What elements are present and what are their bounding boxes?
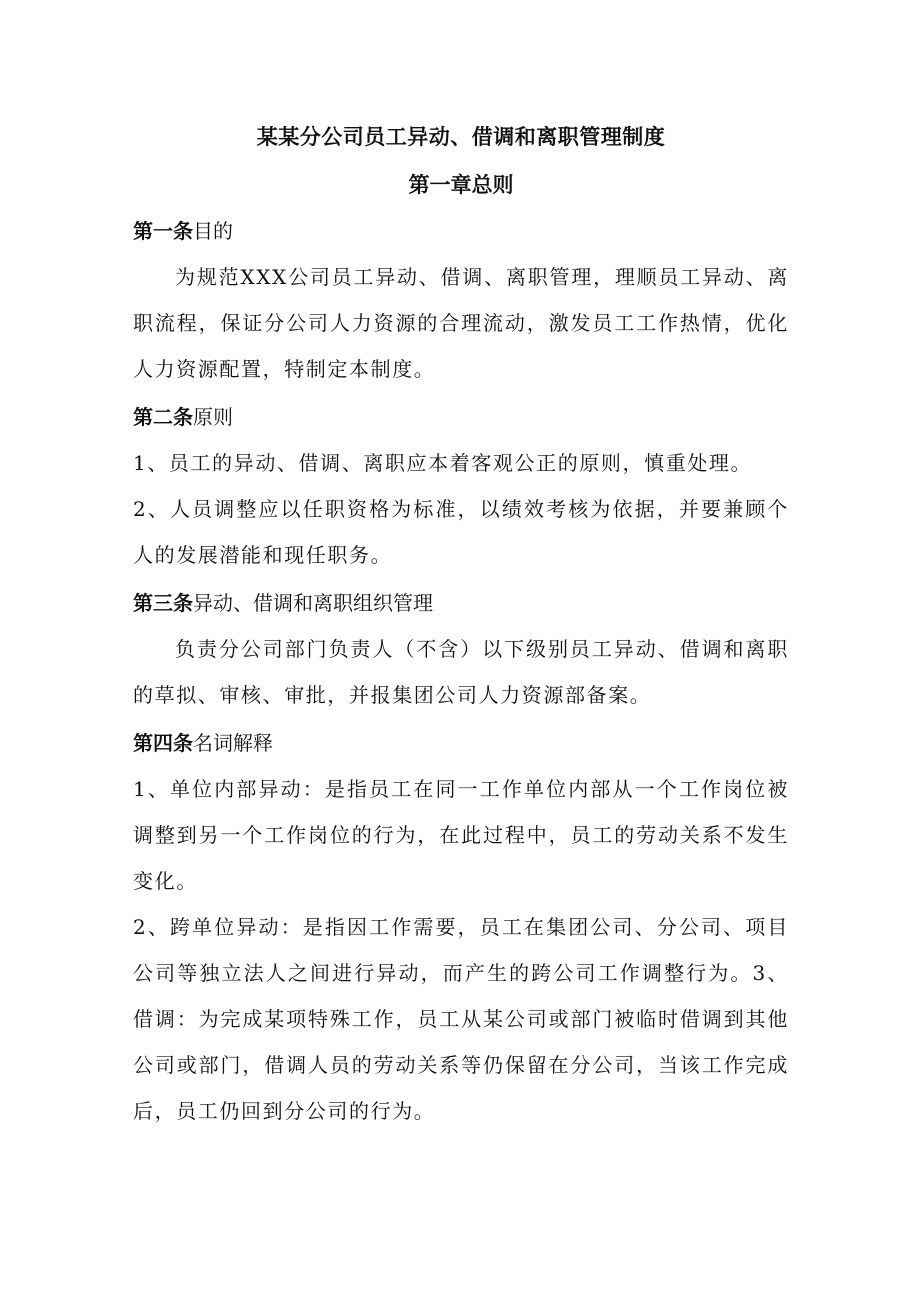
article-number: 第四条 (133, 731, 193, 755)
article-3-paragraph: 负责分公司部门负责人（不含）以下级别员工异动、借调和离职的草拟、审核、审批，并报集团公司人力资源部备案。 (133, 637, 789, 707)
article-title: 目的 (193, 219, 233, 243)
article-title: 异动、借调和离职组织管理 (193, 591, 433, 615)
article-1-paragraph: 为规范XXX公司员工异动、借调、离职管理，理顺员工异动、离职流程，保证分公司人力资源的合理流动，激发员工工作热情，优化人力资源配置，特制定本制度。 (133, 265, 789, 381)
document-content (133, 116, 789, 1134)
article-title: 名词解释 (193, 731, 273, 755)
article-number: 第三条 (133, 591, 193, 615)
article-number: 第一条 (133, 219, 193, 243)
article-3-heading (133, 580, 789, 626)
document-title: 某某分公司员工异动、借调和离职管理制度 (256, 124, 666, 149)
chapter-heading: 第一章总则 (408, 172, 514, 197)
article-title: 原则 (193, 405, 233, 429)
article-2-heading (133, 394, 789, 440)
article-2-item-1: 1、员工的异动、借调、离职应本着客观公正的原则，慎重处理。 (133, 451, 753, 475)
article-1-heading (133, 208, 789, 254)
article-4-item-2: 2、跨单位异动：是指因工作需要，员工在集团公司、分公司、项目公司等独立法人之间进行异动，而产生的跨公司工作调整行为。3、借调：为完成某项特殊工作，员工从某公司或部门被临时借调到其他公司或部门，借调人员的劳动关系等仍保留在分公司，当该工作完成后，员工仍回到分公司的行为。 (133, 915, 789, 1123)
article-2-item-2: 2、人员调整应以任职资格为标准，以绩效考核为依据，并要兼顾个人的发展潜能和现任职务。 (133, 497, 789, 567)
article-number: 第二条 (133, 405, 193, 429)
article-4-heading (133, 720, 789, 766)
article-4-item-1: 1、单位内部异动：是指员工在同一工作单位内部从一个工作岗位被调整到另一个工作岗位的行为，在此过程中，员工的劳动关系不发生变化。 (133, 777, 789, 893)
